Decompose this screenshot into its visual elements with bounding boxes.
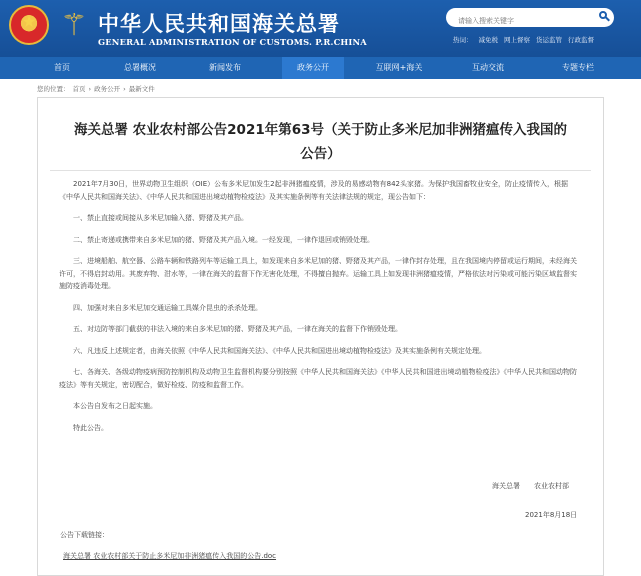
hotword-link[interactable]: 减免税 (478, 36, 498, 44)
site-header (0, 0, 641, 57)
nav-item-about[interactable]: 总署概况 (124, 63, 156, 72)
site-title-english: GENERAL ADMINISTRATION OF CUSTOMS. P.R.CHINA (98, 37, 367, 47)
main-nav (0, 57, 641, 79)
site-title[interactable]: 中华人民共和国海关总署 (98, 11, 340, 36)
signatories (492, 481, 583, 491)
article-body (59, 178, 581, 434)
article-title-line: 海关总署 农业农村部公告2021年第63号（关于防止多米尼加非洲猪瘟传入我国的 (73, 122, 568, 138)
nav-item-internet-customs[interactable]: 互联网+海关 (375, 63, 423, 72)
article-paragraph: 七、各海关、各级动物疫病预防控制机构及动物卫生监督机构要分别按照《中华人民共和国海关法》《中华人民共和国进出境动植物检疫法》《中华人民共和国动物防疫法》等有关规定，密切配合，做好检疫、防疫和监督工作。 (59, 368, 577, 389)
download-label: 公告下载链接： (60, 531, 109, 539)
breadcrumb-current[interactable]: 最新文件 (128, 85, 155, 93)
breadcrumb-link[interactable]: 首页 (72, 85, 86, 93)
article-paragraph: 特此公告。 (73, 423, 108, 432)
nav-item-interaction[interactable]: 互动交流 (472, 63, 504, 72)
breadcrumb-separator: › (88, 85, 92, 93)
search-icon[interactable] (599, 11, 607, 19)
customs-logo-icon: ⚚ (60, 8, 88, 43)
nav-item-topics[interactable]: 专题专栏 (562, 63, 594, 72)
breadcrumb-label: 您的位置： (37, 85, 70, 93)
hotwords (453, 35, 600, 44)
signatory: 海关总署 (492, 482, 520, 490)
publish-date: 2021年8月18日 (525, 511, 578, 519)
title-divider (50, 170, 591, 171)
article-paragraph: 本公告自发布之日起实施。 (73, 402, 157, 410)
search-box (446, 8, 614, 27)
search-input[interactable] (456, 12, 590, 31)
article-paragraph: 四、加强对来自多米尼加交通运输工具媒介昆虫的杀杀处理。 (73, 303, 262, 312)
article-title (45, 118, 596, 166)
nav-item-government-affairs[interactable]: 政务公开 (282, 57, 344, 79)
breadcrumb-separator: › (123, 85, 126, 93)
article-paragraph: 三、进境船舶、航空器、公路车辆和铁路列车等运输工具上，如发现来自多米尼加的猪、野猪及其产品，一律作封存处理，且在我国境内停留或运行期间，未经海关许可，不得启封动用。其废弃物、泔水等，一律在海关的监督下作无害化处理，不得擅自抛弃。运输工具上如发现非洲猪瘟疫情，严格依法对污染或可能污染区域监督实施防疫消毒处理。 (59, 257, 577, 290)
article-paragraph: 一、禁止直接或间接从多米尼加输入猪、野猪及其产品。 (73, 214, 248, 222)
article-paragraph: 二、禁止寄递或携带来自多米尼加的猪、野猪及其产品入境。一经发现，一律作退回或销毁处理。 (73, 235, 374, 244)
hotword-link[interactable]: 行政监督 (568, 36, 594, 44)
article-title-line: 公告） (300, 146, 341, 162)
article-paragraph: 五、对边防等部门截获的非法入境的来自多米尼加的猪、野猪及其产品，一律在海关的监督下作销毁处理。 (73, 325, 402, 333)
download-link[interactable]: 海关总署 农业农村部关于防止多米尼加非洲猪瘟传入我国的公告.doc (63, 552, 277, 560)
article-paragraph: 2021年7月30日，世界动物卫生组织（OIE）公布多米尼加发生2起非洲猪瘟疫情，涉及的易感动物有842头家猪。为保护我国畜牧业安全，防止疫情传入，根据《中华人民共和国海关法》、《中华人民共和国进出境动植物检疫法》及其实施条例等有关法律法规的规定，现公告如下： (59, 180, 568, 201)
breadcrumb (37, 84, 158, 93)
national-emblem-icon (9, 5, 49, 45)
hotword-link[interactable]: 网上督察 (504, 36, 530, 44)
nav-item-home[interactable]: 首页 (54, 63, 70, 72)
hotword-link[interactable]: 货运监管 (536, 36, 562, 44)
article-paragraph: 六、凡违反上述规定者，由海关依照《中华人民共和国海关法》、《中华人民共和国进出境动植物检疫法》及其实施条例有关规定处理。 (73, 346, 486, 355)
signatory: 农业农村部 (534, 482, 569, 490)
hotwords-label: 热词： (453, 36, 473, 44)
breadcrumb-link[interactable]: 政务公开 (94, 85, 121, 93)
nav-item-news[interactable]: 新闻发布 (209, 63, 241, 72)
